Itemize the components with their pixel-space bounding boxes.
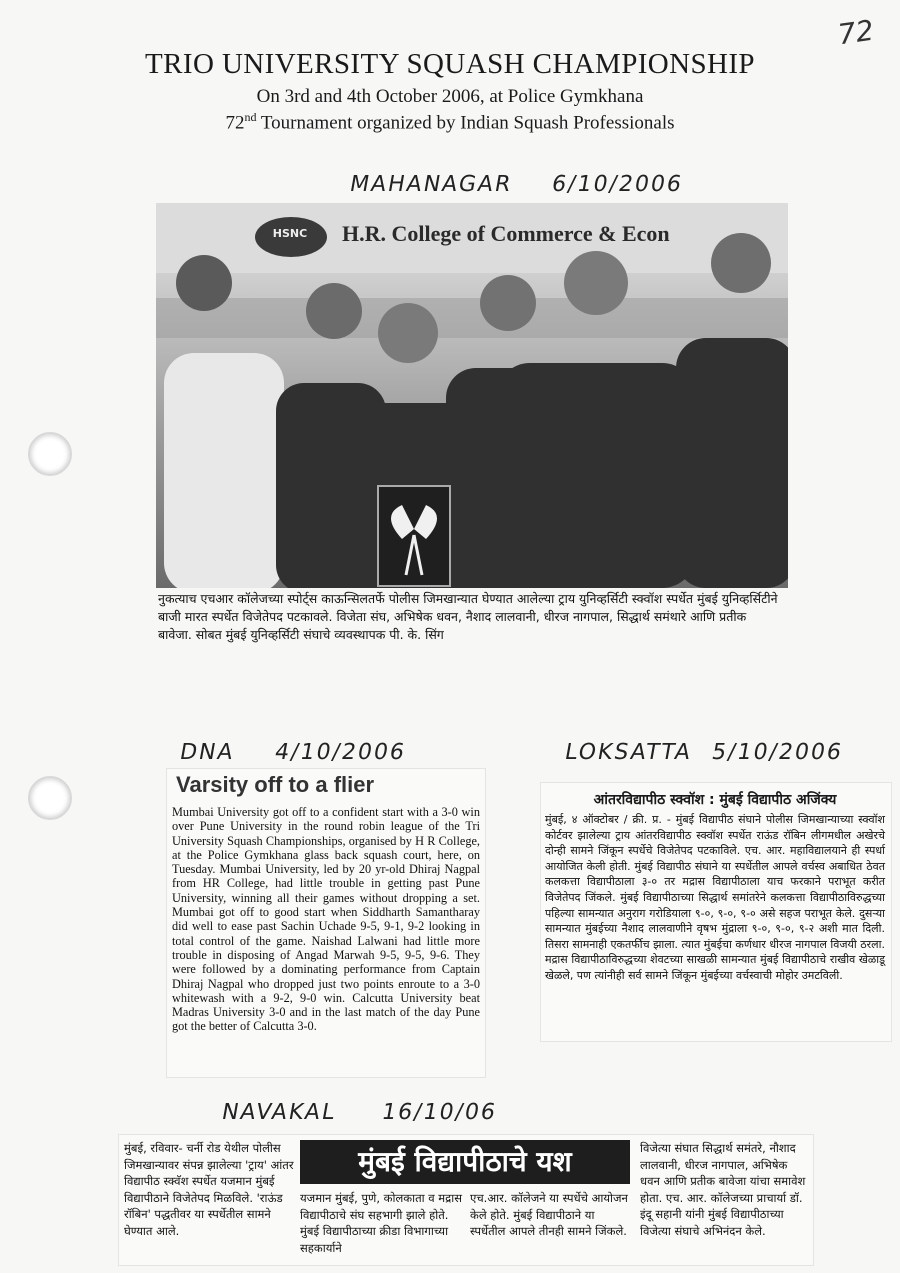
page-number: 72 [835, 13, 876, 52]
loksatta-date-label: 5/10/2006 [709, 740, 846, 765]
loksatta-headline: आंतरविद्यापीठ स्क्वॉश : मुंबई विद्यापीठ अजिंक्य [593, 792, 837, 808]
navakal-column-2: यजमान मुंबई, पुणे, कोलकाता व मद्रास विद्यापीठाचे संघ सहभागी झाले होते. मुंबई विद्यापीठाच्या क्रीडा विभागाच्या सहकार्याने [300, 1191, 463, 1255]
mahanagar-date-label: 6/10/2006 [549, 172, 686, 197]
navakal-date-label: 16/10/06 [379, 1100, 500, 1125]
navakal-source-label: NAVAKAL [219, 1100, 339, 1125]
navakal-headline: मुंबई विद्यापीठाचे यश [300, 1140, 630, 1184]
page-title: TRIO UNIVERSITY SQUASH CHAMPIONSHIP [145, 48, 755, 80]
dna-headline: Varsity off to a flier [176, 772, 375, 797]
punch-hole-bottom [28, 776, 72, 820]
punch-hole-top [28, 432, 72, 476]
navakal-column-3: एच.आर. कॉलेजने या स्पर्धेचे आयोजन केले होते. मुंबई विद्यापीठाने या स्पर्धेतील आपले तीनही सामने जिंकले. [470, 1191, 628, 1238]
mahanagar-caption: नुकत्याच एचआर कॉलेजच्या स्पोर्ट्स काऊन्सिलतर्फे पोलीस जिमखान्यात घेण्यात आलेल्या ट्राय युनिव्हर्सिटी स्क्वॉश स्पर्धेत मुंबई युनिव्हर्सिटीने बाजी मारत स्पर्धेत विजेतेपद पटकावले. विजेता संघ, अभिषेक धवन, नैशाद लालवानी, धीरज नागपाल, सिद्धार्थ समंथारे आणि प्रतीक बावेजा. सोबत मुंबई युनिव्हर्सिटी संघाचे व्यवस्थापक पी. के. सिंग [158, 591, 778, 642]
navakal-column-4: विजेत्या संघात सिद्धार्थ समंतरे, नौशाद लालवानी, धीरज नागपाल, अभिषेक धवन आणि प्रतीक बावेजा यांचा समावेश होता. एच. आर. कॉलेजच्या प्राचार्या डॉ. इंदू सहानी यांनी मुंबई विद्यापीठाच्या विजेत्या संघाचे अभिनंदन केले. [640, 1141, 806, 1238]
team-photo-illustration [156, 203, 788, 588]
page-subtitle-tournament [0, 110, 900, 134]
mahanagar-source-label: MAHANAGAR [347, 172, 515, 197]
dna-article-body: Mumbai University got off to a confident start with a 3-0 win over Pune University in the round robin league of the Tri University Squash Championships, organised by H R College, at the Police Gymkhana glass back squash court, here, on Tuesday. Mumbai University, led by 20 yr-old Dhiraj Nagpal from HR College, had little trouble in getting past Pune University, winning all their games without dropping a set. Mumbai got off to good start when Siddharth Samantharay did well to ease past Sachin Uchade 9-5, 9-1, 9-2 looking in total control of the game. Naishad Lalwani had little more trouble in disposing of Angad Marwah 9-5, 9-5, 9-6. They were followed by a dominating performance from Captain Dhiraj Nagpal who dropped just two points enroute to a 3-0 whitewash with a 9-2, 9-0 win. Calcutta University beat Madras University 3-0 and in the last match of the day Pune got the better of Calcutta 3-0. [172, 805, 480, 1034]
loksatta-article-body: मुंबई, ४ ऑक्टोबर / क्री. प्र. - मुंबई विद्यापीठ संघाने पोलीस जिमखान्याच्या स्क्वॉश कोर्टवर झालेल्या ट्राय आंतरविद्यापीठ स्क्वॉश स्पर्धेत राऊंड रॉबिन लीगमधील अखेरचे दोन्ही सामने जिंकून स्पर्धेचे विजेतेपद पटकाविले. एच. आर. महाविद्यालयाने ही स्पर्धा आयोजित केली होती. मुंबई विद्यापीठ संघाने या स्पर्धेतील आपले वर्चस्व अबाधित ठेवत कलकत्ता विद्यापीठाला ३-० तर मद्रास विद्यापीठाला याच फरकाने पराभूत करीत विजेतेपद जिंकले. मुंबई विद्यापीठाच्या सिद्धार्थ समांतरेने कलकत्ता विद्यापीठाविरुद्धच्या पहिल्या सामन्यात अनुराग गरोडियाला ९-०, ९-०, ९-० असे सहज पराभूत केले. दुसऱ्या सामन्यात मुंबईच्या नैशाद लालवाणीने वृषभ मुंद्राला ९-०, ९-०, ९-२ अशी मात दिली. तिसरा सामनाही एकतर्फीच झाला. त्यात मुंबईचा कर्णधार धीरज नागपाल विजयी ठरला. मद्रास विद्यापीठाविरुद्धच्या शेवटच्या साखळी सामन्यात मुंबई विद्यापीठाचे राखीव खेळाडू खेळले, पण त्यांनीही सर्व सामने जिंकून मुंबईच्या वर्चस्वाची मोहोर उमटविली. [545, 813, 885, 982]
dna-date-label: 4/10/2006 [272, 740, 409, 765]
dna-source-label: DNA [177, 740, 237, 765]
tournament-number: 72 [225, 112, 245, 134]
loksatta-source-label: LOKSATTA [562, 740, 694, 765]
navakal-column-1: मुंबई, रविवार- चर्नी रोड येथील पोलीस जिमखान्यावर संपन्न झालेल्या 'ट्राय' आंतर विद्यापीठ स्क्वॅश स्पर्धेत यजमान मुंबई विद्यापीठाने विजेतेपद मिळविले. 'राऊंड रॉबिन' पद्धतीवर या स्पर्धेतील सामने घेण्यात आले. [124, 1141, 294, 1238]
team-photo [156, 203, 788, 588]
page-subtitle-date: On 3rd and 4th October 2006, at Police Gymkhana [256, 86, 644, 107]
banner-college-text: H.R. College of Commerce & Econ [342, 221, 670, 246]
banner-logo-text: HSNC [272, 227, 308, 240]
tournament-text: Tournament organized by Indian Squash Professionals [256, 112, 675, 134]
tournament-ordinal: nd [244, 110, 257, 124]
